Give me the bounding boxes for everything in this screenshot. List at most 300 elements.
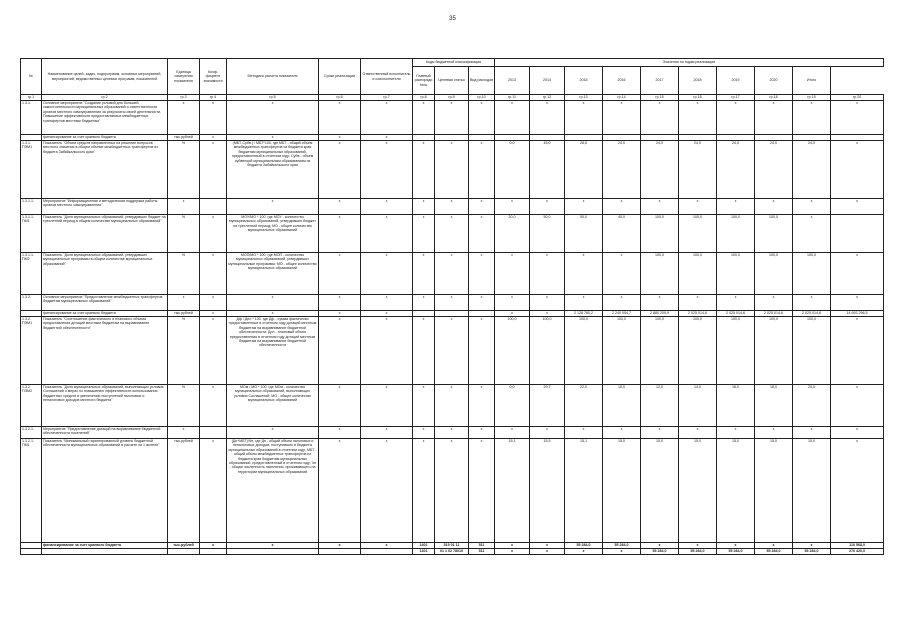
column-number: гр.18 bbox=[755, 95, 793, 101]
table-cell: х bbox=[413, 295, 435, 311]
table-cell: х bbox=[831, 385, 884, 427]
column-number: гр.10 bbox=[469, 95, 495, 101]
table-cell: 50,0 bbox=[565, 215, 603, 253]
header-year: 2014 bbox=[530, 67, 565, 95]
table-cell: х bbox=[793, 215, 831, 253]
table-cell: х bbox=[227, 101, 319, 135]
table-cell: 15,0 bbox=[641, 439, 679, 543]
table-cell: % bbox=[168, 141, 200, 199]
table-cell: х bbox=[565, 549, 603, 555]
table-cell: х bbox=[319, 439, 361, 543]
table-cell: х bbox=[361, 295, 413, 311]
table-cell bbox=[42, 549, 168, 555]
column-number: гр.14 bbox=[603, 95, 641, 101]
table-cell: х bbox=[435, 253, 469, 295]
table-cell: х bbox=[319, 215, 361, 253]
table-cell: 100,0 bbox=[717, 253, 755, 295]
table-cell: х bbox=[435, 317, 469, 385]
table-cell: 0,0 bbox=[495, 141, 530, 199]
table-cell: 276 420,0 bbox=[831, 549, 884, 555]
table-cell: финансирование за счет краевого бюджета bbox=[42, 311, 168, 317]
table-cell: х bbox=[679, 199, 717, 215]
table-cell: 2 128 760,2 bbox=[565, 311, 603, 317]
table-cell: х bbox=[641, 101, 679, 135]
table-cell: Дф / Дпл * 100, где Дф - сумма фактически предоставленных в отчетном году дотаций местным бюджетам на выравнивание бюджетной обеспеченности; Дпл - плановый объем предоставления в отчетном году дотаций местным бюджетам на выравнивание бюджетной обеспеченности bbox=[227, 317, 319, 385]
table-cell: х bbox=[755, 427, 793, 439]
table-cell: х bbox=[435, 101, 469, 135]
table-cell: х bbox=[530, 549, 565, 555]
table-cell: 100,0 bbox=[565, 317, 603, 385]
table-cell: 14,0 bbox=[679, 385, 717, 427]
table-cell: 12,0 bbox=[641, 385, 679, 427]
table-cell: х bbox=[361, 253, 413, 295]
table-cell: х bbox=[227, 199, 319, 215]
table-cell: 55 284,0 bbox=[565, 543, 603, 549]
table-cell: х bbox=[435, 295, 469, 311]
table-cell: х bbox=[413, 253, 435, 295]
table-cell: 1.3.2. ПЭМ2 bbox=[21, 385, 42, 427]
table-row bbox=[21, 427, 884, 439]
table-cell: х bbox=[641, 543, 679, 549]
table-cell: х bbox=[679, 427, 717, 439]
table-cell: 15,1 bbox=[495, 439, 530, 543]
table-cell: 1.3.2. ПЭМ1 bbox=[21, 317, 42, 385]
table-cell: х bbox=[469, 317, 495, 385]
table-cell: х bbox=[413, 385, 435, 427]
table-cell: х bbox=[413, 101, 435, 135]
column-number: гр.8 bbox=[413, 95, 435, 101]
column-number: гр.16 bbox=[679, 95, 717, 101]
table-cell bbox=[200, 199, 227, 215]
table-cell: тыс.рублей bbox=[168, 135, 200, 141]
table-cell: х bbox=[361, 141, 413, 199]
table-cell: 1.3.1.1. ПМ1 bbox=[21, 215, 42, 253]
table-cell: х bbox=[603, 253, 641, 295]
table-cell: х bbox=[200, 295, 227, 311]
table-cell: 24,0 bbox=[717, 141, 755, 199]
table-cell: х bbox=[319, 543, 361, 549]
table-row bbox=[21, 199, 884, 215]
table-cell: х bbox=[495, 427, 530, 439]
table-cell: 519 01 11 bbox=[435, 543, 469, 549]
column-number: гр.6 bbox=[319, 95, 361, 101]
table-cell: Основное мероприятие "Создание условий для большей самостоятельности муниципальных образований и ответственности органов местного самоуправления за результаты своей деятельности. Повышение эффективности предоставляемых межбюджетных трансфертов местным бюджетам" bbox=[42, 101, 168, 135]
table-cell: х bbox=[793, 295, 831, 311]
table-cell: х bbox=[831, 439, 884, 543]
table-cell: х bbox=[227, 543, 319, 549]
table-cell: х bbox=[679, 543, 717, 549]
table-cell: х bbox=[755, 101, 793, 135]
table-cell: х bbox=[435, 215, 469, 253]
table-cell: х bbox=[495, 549, 530, 555]
table-cell: х bbox=[413, 427, 435, 439]
table-cell: 55 284,0 bbox=[641, 549, 679, 555]
column-number: гр.17 bbox=[717, 95, 755, 101]
table-cell: х bbox=[469, 199, 495, 215]
table-cell: 1.3.1. ПЭМ1 bbox=[21, 141, 42, 199]
table-cell: х bbox=[641, 427, 679, 439]
table-cell: 24,0 bbox=[793, 141, 831, 199]
header-num: № bbox=[21, 59, 42, 95]
table-body bbox=[21, 101, 884, 555]
table-cell: х bbox=[319, 253, 361, 295]
header-year: 2020 bbox=[755, 67, 793, 95]
table-cell: х bbox=[530, 311, 565, 317]
table-cell: 100,0 bbox=[755, 253, 793, 295]
table-cell: х bbox=[435, 385, 469, 427]
header-year: 2019 bbox=[717, 67, 755, 95]
table-cell: 100,0 bbox=[641, 317, 679, 385]
table-cell: х bbox=[200, 311, 227, 317]
table-cell: 100,0 bbox=[717, 317, 755, 385]
table-cell: 18,0 bbox=[755, 385, 793, 427]
table-row bbox=[21, 253, 884, 295]
table-cell: тыс.рублей bbox=[168, 543, 200, 549]
table-cell: х bbox=[831, 317, 884, 385]
table-cell: 1401 bbox=[413, 543, 435, 549]
table-cell bbox=[831, 215, 884, 253]
table-cell: 100,0 bbox=[679, 253, 717, 295]
table-cell: Показатель "Доля муниципальных образований, выполняющих условия Соглашений о мерах по повышению эффективности использования бюджетных средств и увеличению поступлений налоговых и неналоговых доходов местного бюджета" bbox=[42, 385, 168, 427]
table-cell: х bbox=[530, 253, 565, 295]
table-cell bbox=[200, 427, 227, 439]
table-cell: 2 025 014,6 bbox=[717, 311, 755, 317]
table-cell: х bbox=[530, 543, 565, 549]
table-cell: х bbox=[361, 439, 413, 543]
table-cell: х bbox=[469, 295, 495, 311]
table-cell: 2 025 014,6 bbox=[793, 311, 831, 317]
table-cell: (МБТ-Субв.) / МБТ*100, где МБТ - общий объем межбюджетных трансфертов из бюджета края бюджетам муниципальных образований, предоставленный в отчетном году; Субв - объем субвенций муниципальным образованиям из бюджета Забайкальского края bbox=[227, 141, 319, 199]
table-cell: х bbox=[361, 543, 413, 549]
table-cell: % bbox=[168, 385, 200, 427]
table-cell: х bbox=[319, 101, 361, 135]
table-row bbox=[21, 295, 884, 311]
table-cell: х bbox=[413, 199, 435, 215]
table-cell: % bbox=[168, 215, 200, 253]
table-cell: х bbox=[435, 439, 469, 543]
table-cell: х bbox=[495, 253, 530, 295]
column-number: гр.12 bbox=[530, 95, 565, 101]
header-kbk-group: Коды бюджетной классификации bbox=[413, 59, 495, 67]
table-cell: х bbox=[679, 101, 717, 135]
table-cell: 24,0 bbox=[679, 141, 717, 199]
table-cell: 55 284,0 bbox=[793, 549, 831, 555]
table-cell: 15,0 bbox=[755, 439, 793, 543]
column-number: гр.13 bbox=[565, 95, 603, 101]
table-cell: Мероприятие "Предоставление дотаций на выравнивание бюджетной обеспеченности поселений" bbox=[42, 427, 168, 439]
table-cell: х bbox=[641, 199, 679, 215]
table-cell: х bbox=[227, 427, 319, 439]
table-cell: Показатель "Минимальный гарантированный уровень бюджетной обеспеченности муниципальных образований в расчете на 1 жителя" bbox=[42, 439, 168, 543]
header-method: Методика расчета показателя bbox=[227, 59, 319, 95]
table-cell: х bbox=[469, 215, 495, 253]
table-cell: 100,0 bbox=[717, 215, 755, 253]
column-number: гр.15 bbox=[641, 95, 679, 101]
table-cell: 100,0 bbox=[793, 317, 831, 385]
header-unit: Единица измерения показателя bbox=[168, 59, 200, 95]
table-row bbox=[21, 317, 884, 385]
table-cell: х bbox=[603, 549, 641, 555]
table-cell: 40,0 bbox=[603, 215, 641, 253]
table-cell bbox=[361, 549, 413, 555]
table-cell: х bbox=[793, 427, 831, 439]
table-cell: х bbox=[831, 199, 884, 215]
table-cell: х bbox=[495, 311, 530, 317]
table-cell: х bbox=[717, 199, 755, 215]
table-cell: (Дп+МБТ)/Чн, где Дп - общий объем налоговых и неналоговых доходов, поступивших в бюджеты муниципальных образований в отчетном году; МБТ - общий объем межбюджетных трансфертов из бюджета края бюджетам муниципальных образований, предоставленный в отчетном году; Чн - общая численность населения, проживающего на территории муниципальных образований bbox=[227, 439, 319, 543]
table-cell: х bbox=[168, 101, 200, 135]
table-cell bbox=[21, 549, 42, 555]
table-cell: 100,0 bbox=[495, 317, 530, 385]
header-term: Сроки реализации bbox=[319, 59, 361, 95]
table-cell: х bbox=[469, 101, 495, 135]
table-cell: 100,0 bbox=[679, 215, 717, 253]
header-kbk-grbs: Главный распорядитель bbox=[413, 67, 435, 95]
table-cell: Показатель "Объем средств направленных на решение вопросов местного значения в общем объеме межбюджетных трансфертов из бюджета Забайкальского края" bbox=[42, 141, 168, 199]
table-cell: 511 bbox=[469, 549, 495, 555]
table-cell: Показатель "Доля муниципальных образований, утвердивших бюджет на трехлетний период в общем количестве муниципальных образований" bbox=[42, 215, 168, 253]
table-cell: х bbox=[565, 199, 603, 215]
table-cell: 15,1 bbox=[565, 439, 603, 543]
table-cell: х bbox=[469, 439, 495, 543]
table-cell: 50,0 bbox=[530, 215, 565, 253]
column-number: гр.4 bbox=[200, 95, 227, 101]
table-row bbox=[21, 385, 884, 427]
table-cell: х bbox=[200, 215, 227, 253]
table-cell: х bbox=[717, 295, 755, 311]
table-cell: х bbox=[319, 427, 361, 439]
table-cell: х bbox=[793, 199, 831, 215]
table-cell: 45,0 bbox=[530, 141, 565, 199]
table-cell: 100,0 bbox=[679, 317, 717, 385]
table-cell: 100,0 bbox=[755, 215, 793, 253]
table-cell: 20,0 bbox=[793, 385, 831, 427]
table-cell: х bbox=[565, 253, 603, 295]
table-cell: х bbox=[469, 141, 495, 199]
table-cell: 20,0 bbox=[495, 215, 530, 253]
table-cell: 29,7 bbox=[530, 385, 565, 427]
table-cell: 100,0 bbox=[641, 253, 679, 295]
table-cell: х bbox=[319, 141, 361, 199]
table-cell: % bbox=[168, 253, 200, 295]
table-cell: 1401 bbox=[413, 549, 435, 555]
table-cell: х bbox=[413, 215, 435, 253]
table-cell: х bbox=[319, 311, 361, 317]
table-cell: х bbox=[361, 311, 413, 317]
table-cell: 100,0 bbox=[530, 317, 565, 385]
header-year: 2015 bbox=[565, 67, 603, 95]
table-cell: х bbox=[200, 385, 227, 427]
table-cell: 1.3.1.1. ПМ2 bbox=[21, 253, 42, 295]
table-cell: 1.3.1.1. bbox=[21, 199, 42, 215]
table-cell: х bbox=[435, 199, 469, 215]
table-cell: х bbox=[831, 427, 884, 439]
table-cell: х bbox=[361, 385, 413, 427]
table-cell: 100,0 bbox=[793, 253, 831, 295]
table-cell: х bbox=[413, 317, 435, 385]
table-cell: % bbox=[168, 317, 200, 385]
table-cell: финансирование за счет краевого бюджета bbox=[42, 135, 168, 141]
table-cell: х bbox=[793, 101, 831, 135]
column-number: гр.19 bbox=[793, 95, 831, 101]
table-cell bbox=[168, 549, 200, 555]
table-cell: 2 880 209,9 bbox=[641, 311, 679, 317]
header-name: Наименование целей, задач, подпрограмм, основных мероприятий, мероприятий, ведомственных целевых программ, показателей bbox=[42, 59, 168, 95]
header-year: 2016 bbox=[603, 67, 641, 95]
table-cell: х bbox=[755, 543, 793, 549]
header-year: 2013 bbox=[495, 67, 530, 95]
table-cell: х bbox=[227, 295, 319, 311]
table-cell: х bbox=[168, 199, 200, 215]
table-cell: 15,0 bbox=[793, 439, 831, 543]
column-number: гр.1 bbox=[21, 95, 42, 101]
table-cell: х bbox=[603, 427, 641, 439]
table-row bbox=[21, 215, 884, 253]
table-cell: х bbox=[319, 385, 361, 427]
table-cell: х bbox=[831, 141, 884, 199]
table-cell: х bbox=[319, 295, 361, 311]
table-cell: МОм / МО * 100, где МОм - количество муниципальных образований, выполняющих условия Соглашений; МО - общее количество муниципальных образований bbox=[227, 385, 319, 427]
table-cell: х bbox=[530, 427, 565, 439]
table-row bbox=[21, 101, 884, 135]
table-cell: 15,0 bbox=[603, 439, 641, 543]
table-cell: х bbox=[361, 135, 413, 141]
column-number: гр.11 bbox=[495, 95, 530, 101]
table-row bbox=[21, 439, 884, 543]
table-cell: х bbox=[603, 101, 641, 135]
table-cell bbox=[227, 549, 319, 555]
column-number: гр.3 bbox=[168, 95, 200, 101]
table-cell: 10,0 bbox=[603, 385, 641, 427]
table-cell: тыс.рублей bbox=[168, 439, 200, 543]
table-cell: 1.3.2.1. bbox=[21, 427, 42, 439]
table-cell: 0,0 bbox=[495, 385, 530, 427]
table-cell: 24,0 bbox=[755, 141, 793, 199]
table-row bbox=[21, 141, 884, 199]
header-row-1 bbox=[21, 59, 884, 67]
table-cell: х bbox=[200, 135, 227, 141]
table-cell: Показатель "Доля муниципальных образований, утвердивших муниципальные программы в общем количестве муниципальных образований" bbox=[42, 253, 168, 295]
table-cell: х bbox=[435, 427, 469, 439]
column-number: гр.2 bbox=[42, 95, 168, 101]
table-cell: х bbox=[793, 543, 831, 549]
table-cell: 14 693 296,5 bbox=[831, 311, 884, 317]
column-number: гр.20 bbox=[831, 95, 884, 101]
table-cell: х bbox=[361, 199, 413, 215]
table-cell: х bbox=[168, 295, 200, 311]
table-cell: Мероприятие "Информационная и методическая поддержка работы органов местного самоуправления" bbox=[42, 199, 168, 215]
table-cell: х bbox=[168, 427, 200, 439]
table-cell: х bbox=[495, 199, 530, 215]
table-cell bbox=[319, 549, 361, 555]
table-cell: 55 284,0 bbox=[679, 549, 717, 555]
table-cell: Показатель "Соотношение фактического и планового объема предоставления дотаций местным бюджетам на выравнивание бюджетной обеспеченности" bbox=[42, 317, 168, 385]
header-kbk-expense: Вид расходов bbox=[469, 67, 495, 95]
table-cell: 24,0 bbox=[603, 141, 641, 199]
table-cell: х bbox=[565, 427, 603, 439]
table-cell: х bbox=[361, 427, 413, 439]
table-cell: х bbox=[755, 199, 793, 215]
table-cell: 100,0 bbox=[603, 317, 641, 385]
table-cell: х bbox=[469, 427, 495, 439]
table-cell: х bbox=[530, 199, 565, 215]
table-cell: х bbox=[717, 101, 755, 135]
table-cell: 28,6 bbox=[565, 141, 603, 199]
table-cell: х bbox=[319, 317, 361, 385]
table-cell: х bbox=[361, 215, 413, 253]
table-cell: 55 284,0 bbox=[603, 543, 641, 549]
table-cell: х bbox=[361, 101, 413, 135]
header-years-group: Значения по годам реализации bbox=[495, 59, 884, 67]
table-cell: х bbox=[413, 439, 435, 543]
table-cell: 24,0 bbox=[641, 141, 679, 199]
table-cell: х bbox=[227, 135, 319, 141]
table-cell: тыс.рублей bbox=[168, 311, 200, 317]
table-cell: х bbox=[200, 543, 227, 549]
table-cell: 01 1 02 78010 bbox=[435, 549, 469, 555]
table-cell: х bbox=[435, 141, 469, 199]
indicator-table bbox=[20, 58, 884, 555]
table-cell: х bbox=[603, 295, 641, 311]
table-cell: 2 025 014,6 bbox=[755, 311, 793, 317]
table-cell: 22,0 bbox=[565, 385, 603, 427]
table-cell: х bbox=[495, 295, 530, 311]
table-cell: 2 025 014,6 bbox=[679, 311, 717, 317]
table-cell: х bbox=[469, 385, 495, 427]
header-responsible: Ответственный исполнитель и соисполнители bbox=[361, 59, 413, 95]
table-cell: х bbox=[200, 439, 227, 543]
table-cell: х bbox=[319, 135, 361, 141]
table-cell: х bbox=[755, 295, 793, 311]
table-cell: 15,0 bbox=[679, 439, 717, 543]
table-cell: х bbox=[227, 311, 319, 317]
table-cell: 16,0 bbox=[717, 385, 755, 427]
header-year: 2018 bbox=[679, 67, 717, 95]
table-cell: х bbox=[200, 253, 227, 295]
table-cell: х bbox=[200, 101, 227, 135]
table-cell: х bbox=[565, 295, 603, 311]
table-cell: МОП/МО * 100, где МОП - количество муниципальных образований, утвердивших муниципальные программы; МО - общее количество муниципальных образований bbox=[227, 253, 319, 295]
table-cell: х bbox=[603, 199, 641, 215]
table-cell: х bbox=[717, 427, 755, 439]
table-cell: х bbox=[413, 141, 435, 199]
table-cell: 511 bbox=[469, 543, 495, 549]
table-cell: 100,0 bbox=[755, 317, 793, 385]
table-cell: х bbox=[200, 317, 227, 385]
column-number: гр.9 bbox=[435, 95, 469, 101]
table-cell: 1.3.2.1. ПМ1 bbox=[21, 439, 42, 543]
table-cell: х bbox=[717, 543, 755, 549]
table-cell: 15,0 bbox=[717, 439, 755, 543]
header-kbk-target: Целевая статья bbox=[435, 67, 469, 95]
table-cell: х bbox=[469, 253, 495, 295]
header-weight: Коэф-фициент значимости bbox=[200, 59, 227, 95]
table-cell bbox=[200, 549, 227, 555]
table-cell: 1.3.2. bbox=[21, 295, 42, 311]
table-cell: х bbox=[641, 295, 679, 311]
header-total: Итого bbox=[793, 67, 831, 95]
table-cell: МОУ/МО * 100, где МОУ - количество муниципальных образований, утвердивших бюджет на трехлетний период; МО - общее количество муниципальных образований bbox=[227, 215, 319, 253]
table-cell: финансирование за счет краевого бюджета bbox=[42, 543, 168, 549]
table-cell: х bbox=[495, 543, 530, 549]
table-cell: х bbox=[679, 295, 717, 311]
table-cell: х bbox=[530, 295, 565, 311]
table-cell: 15,5 bbox=[530, 439, 565, 543]
header-year: 2017 bbox=[641, 67, 679, 95]
table-cell: 100,0 bbox=[641, 215, 679, 253]
table-cell: 55 284,0 bbox=[755, 549, 793, 555]
table-cell: х bbox=[361, 317, 413, 385]
